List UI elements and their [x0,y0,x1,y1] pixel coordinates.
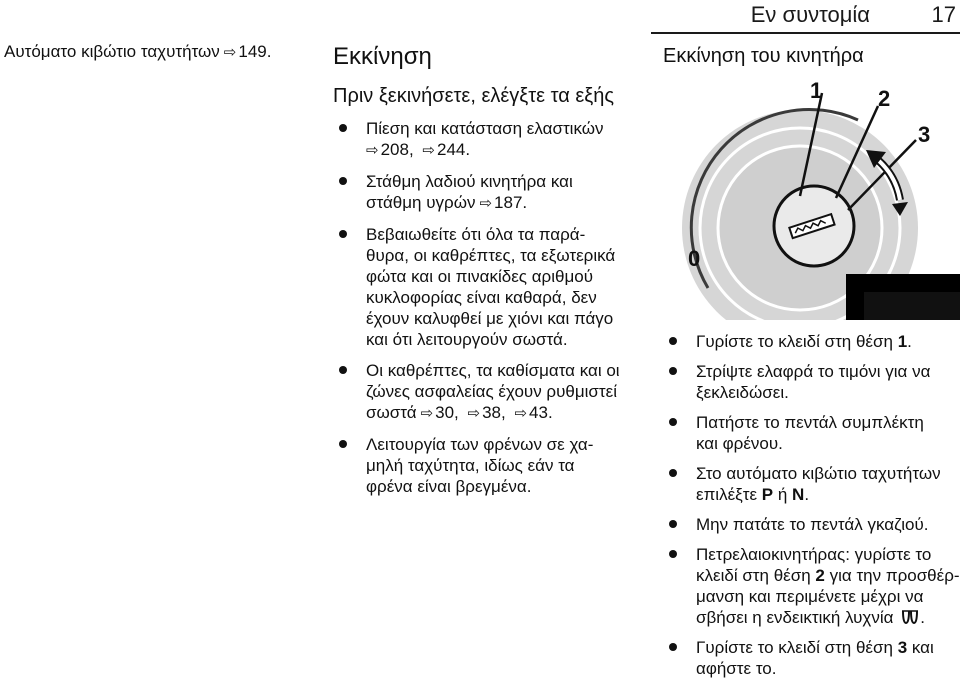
position-2-label: 2 [878,86,891,111]
list-item: Πετρελαιοκινητήρας: γυρίστε το κλειδί στη θέση 2 για την προσθέρ- μανση και περιμένετε μέχρι να σβήσει η ενδεικτική λυχνία . [663,544,960,628]
list-item: Βεβαιωθείτε ότι όλα τα παρά- θυρα, οι καθρέπτες, τα εξωτερικά φώτα και οι πινακίδες αριθμού κυκλοφορίας είναι καθαρά, δεν έχουν καλυφθεί με χιόνι και πάγο και ότι λειτουργούν σωστά. [333,224,633,350]
position-1-label: 1 [810,78,823,103]
page-ref-arrow-icon: ⇨ [422,142,435,159]
bullet-icon [669,337,677,345]
list-item: Στρίψτε ελαφρά το τιμόνι για να ξεκλειδώσει. [663,361,960,403]
list-item: Λειτουργία των φρένων σε χα- μηλή ταχύτητα, ιδίως εάν τα φρένα είναι βρεγμένα. [333,434,633,497]
list-item: Γυρίστε το κλειδί στη θέση 1. [663,331,960,352]
list-item: Οι καθρέπτες, τα καθίσματα και οι ζώνες ασφαλείας έχουν ρυθμιστεί σωστά ⇨ 30, ⇨ 38, ⇨ 43. [333,360,633,424]
page-ref-arrow-icon: ⇨ [223,44,237,61]
subheading: Πριν ξεκινήσετε, ελέγξτε τα εξής [333,85,614,107]
bullet-icon [669,550,677,558]
bullet-icon [339,124,347,132]
position-0-label: 0 [688,246,701,271]
section-title: Εν συντομία [750,2,870,27]
glow-plug-icon [901,609,919,625]
bullet-icon [669,367,677,375]
engine-start-section [663,42,960,70]
page-ref-arrow-icon: ⇨ [467,405,481,422]
bullet-icon [669,418,677,426]
list-item: Στάθμη λαδιού κινητήρα και στάθμη υγρών ⇨ 187. [333,171,633,214]
list-item: Μην πατάτε το πεντάλ γκαζιού. [663,514,960,535]
header-rule [651,32,960,34]
bullet-icon [339,230,347,238]
position-3-label: 3 [918,122,931,147]
bullet-icon [669,643,677,651]
list-item: Γυρίστε το κλειδί στη θέση 3 και αφήστε το. [663,637,960,679]
bullet-icon [669,469,677,477]
ignition-figure [660,78,960,320]
checklist [333,118,633,497]
bullet-icon [339,440,347,448]
page-ref-arrow-icon: ⇨ [420,405,434,422]
left-reference [4,42,271,62]
list-item: Στο αυτόματο κιβώτιο ταχυτήτων επιλέξτε P ή N. [663,463,960,505]
ignition-switch-illustration [660,78,960,320]
start-section [333,40,633,507]
section-heading: Εκκίνηση [333,43,432,70]
bullet-icon [339,177,347,185]
section-subheading: Εκκίνηση του κινητήρα [663,45,864,67]
bullet-icon [339,366,347,374]
bullet-icon [669,520,677,528]
list-item: Πίεση και κατάσταση ελαστικών ⇨ 208, ⇨ 244. [333,118,633,161]
left-reference-text: Αυτόματο κιβώτιο ταχυτήτων [4,42,220,61]
engine-start-steps [663,331,960,688]
page-ref-arrow-icon: ⇨ [514,405,528,422]
page-ref-arrow-icon: ⇨ [366,142,379,159]
left-reference-page: 149. [238,42,272,61]
list-item: Πατήστε το πεντάλ συμπλέκτη και φρένου. [663,412,960,454]
page-header [0,0,960,30]
page-number: 17 [931,2,956,27]
page-ref-arrow-icon: ⇨ [479,195,493,212]
